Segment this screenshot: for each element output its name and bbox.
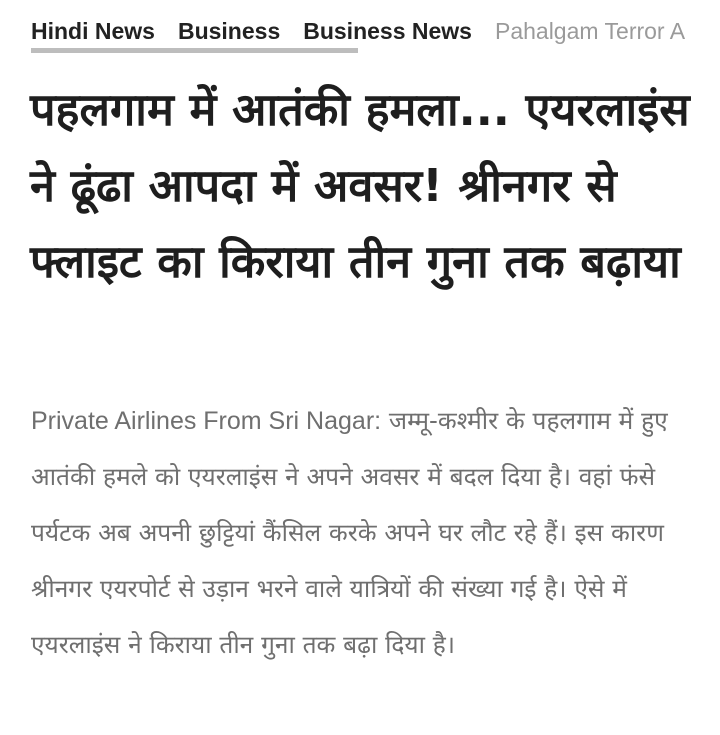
breadcrumb-link-hindi-news[interactable]: Hindi News: [31, 18, 155, 44]
breadcrumb-active-underline: [31, 48, 358, 53]
breadcrumb-items: [31, 15, 685, 47]
article-headline: पहलगाम में आतंकी हमला... एयरलाइंस ने ढूंढा आपदा में अवसर! श्रीनगर से फ्लाइट का किराया तीन गुना तक बढ़ाया: [30, 83, 690, 288]
breadcrumb-current-page: Pahalgam Terror A: [494, 18, 686, 44]
article-summary: [31, 393, 696, 673]
summary-lead: Private Airlines From Sri Nagar:: [31, 407, 382, 435]
breadcrumb-link-business-news[interactable]: Business News: [303, 18, 472, 44]
breadcrumb-link-business[interactable]: Business: [177, 18, 281, 44]
summary-body: जम्मू-कश्मीर के पहलगाम में हुए आतंकी हमले को एयरलाइंस ने अपने अवसर में बदल दिया है। वहां फंसे पर्यटक अब अपनी छुट्टियां कैंसिल करके अपने घर लौट रहे हैं। इस कारण श्रीनगर एयरपोर्ट से उड़ान भरने वाले यात्रियों की संख्या गई है। ऐसे में एयरलाइंस ने किराया तीन गुना तक बढ़ा दिया है।: [31, 406, 668, 659]
breadcrumb: [0, 0, 720, 56]
